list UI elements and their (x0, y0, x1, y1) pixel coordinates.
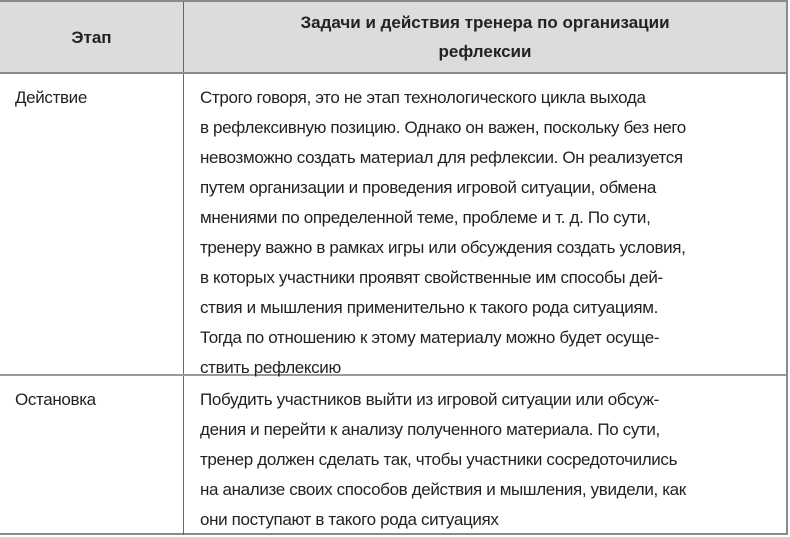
text-line: тренер должен сделать так, чтобы участники сосредоточились (200, 450, 678, 469)
text-line: тренеру важно в рамках игры или обсуждения создать условия, (200, 238, 686, 257)
tasks-cell (184, 376, 786, 535)
text-line: путем организации и проведения игровой ситуации, обмена (200, 178, 656, 197)
text-line: невозможно создать материал для рефлексии. Он реализуется (200, 148, 683, 167)
text-line: в рефлексивную позицию. Однако он важен, поскольку без него (200, 118, 686, 137)
tasks-cell (184, 74, 786, 377)
text-line: Побудить участников выйти из игровой ситуации или обсуж- (200, 390, 659, 409)
text-line: Строго говоря, это не этап технологического цикла выхода (200, 88, 646, 107)
stage-cell (0, 74, 184, 374)
header-tasks (184, 2, 786, 72)
table-row (0, 376, 786, 535)
header-tasks-line-1: Задачи и действия тренера по организации (300, 13, 670, 32)
header-stage (0, 2, 184, 72)
text-line: в которых участники проявят свойственные им способы дей- (200, 268, 663, 287)
table-row (0, 74, 786, 376)
header-tasks-line-2: рефлексии (438, 42, 532, 61)
stage-label: Остановка (15, 390, 96, 409)
text-line: ствия и мышления применительно к такого рода ситуациям. (200, 298, 658, 317)
text-line: ствить рефлексию (200, 358, 341, 377)
text-line: на анализе своих способов действия и мышления, увидели, как (200, 480, 686, 499)
header-stage-label: Этап (71, 27, 112, 47)
text-line: Тогда по отношению к этому материалу можно будет осуще- (200, 328, 660, 347)
text-line: они поступают в такого рода ситуациях (200, 510, 499, 529)
text-line: дения и перейти к анализу полученного материала. По сути, (200, 420, 660, 439)
stage-label: Действие (15, 88, 87, 107)
stage-cell (0, 376, 184, 535)
text-line: мнениями по определенной теме, проблеме и т. д. По сути, (200, 208, 651, 227)
table-header-row (0, 2, 786, 74)
